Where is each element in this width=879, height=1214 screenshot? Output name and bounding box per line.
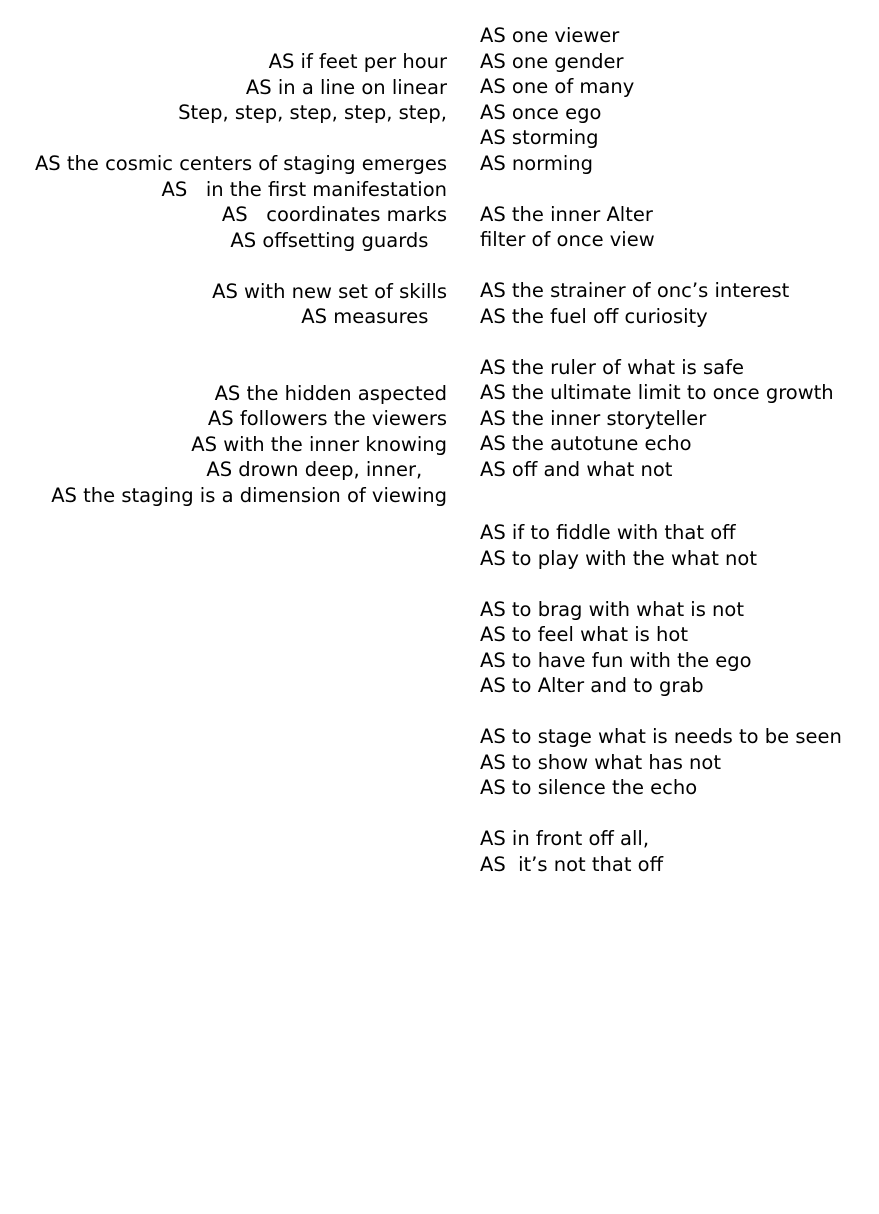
poem-line: filter of once view xyxy=(480,228,655,251)
poem-line: AS storming xyxy=(480,126,599,149)
poem-line: AS offsetting guards xyxy=(230,228,447,252)
poem-line: AS the fuel off curiosity xyxy=(480,304,708,328)
poem-line: AS to stage what is needs to be seen xyxy=(480,725,842,748)
stanza-break xyxy=(7,253,447,279)
stanza-break xyxy=(480,176,875,202)
poem-line: AS one of many xyxy=(480,75,635,98)
poem-line: AS to play with the what not xyxy=(480,546,757,570)
poem-line: AS to have fun with the ego xyxy=(480,648,752,672)
poem-line: AS to show what has not xyxy=(480,750,721,774)
poem-line: AS the autotune echo xyxy=(480,432,692,455)
poem-line: AS one viewer xyxy=(480,24,620,47)
poem-line: AS the inner storyteller xyxy=(480,406,707,430)
poem-line: AS the strainer of onc’s interest xyxy=(480,279,790,302)
stanza-break xyxy=(7,126,447,152)
poem-line: AS it’s not that off xyxy=(480,852,664,876)
stanza-break xyxy=(480,699,875,725)
poem-line: AS the ultimate limit to once growth xyxy=(480,381,834,404)
poem-line: AS to silence the echo xyxy=(480,776,698,799)
poem-line: AS off and what not xyxy=(480,457,673,481)
poem-left-column xyxy=(7,49,447,508)
poem-line: AS followers the viewers xyxy=(207,407,447,430)
poem-line: AS in front off all, xyxy=(480,827,650,850)
poem-line: AS if to fiddle with that off xyxy=(480,521,736,544)
poem-line: AS norming xyxy=(480,151,594,175)
poem-line: AS with new set of skills xyxy=(212,279,447,303)
stanza-break xyxy=(480,329,875,355)
poem-line: AS to Alter and to grab xyxy=(480,674,704,697)
poem-line: AS one gender xyxy=(480,49,624,73)
poem-line: AS in a line on linear xyxy=(245,75,447,99)
poem-line: AS in the first manifestation xyxy=(161,177,447,201)
poem-line: AS drown deep, inner, xyxy=(206,458,447,481)
stanza-break xyxy=(480,801,875,827)
poem-line: AS the staging is a dimension of viewing xyxy=(51,483,447,507)
poem-line: AS if feet per hour xyxy=(268,50,447,73)
stanza-break xyxy=(480,253,875,279)
poem-line: AS with the inner knowing xyxy=(191,432,447,456)
poem-line: AS the hidden aspected xyxy=(214,381,447,405)
stanza-break xyxy=(480,571,875,597)
poem-line: AS the inner Alter xyxy=(480,202,653,226)
poem-line: AS coordinates marks xyxy=(221,203,447,226)
poem-line: AS to brag with what is not xyxy=(480,597,744,621)
poem-line: AS measures xyxy=(301,305,447,328)
stanza-break xyxy=(480,482,875,520)
poem-line: Step, step, step, step, step, xyxy=(178,101,447,124)
poem-line: AS to feel what is hot xyxy=(480,623,688,646)
stanza-break xyxy=(7,330,447,381)
poem-line: AS the cosmic centers of staging emerges xyxy=(34,152,447,175)
poem-line: AS the ruler of what is safe xyxy=(480,355,744,379)
poem-line: AS once ego xyxy=(480,100,602,124)
poem-right-column xyxy=(480,23,875,877)
